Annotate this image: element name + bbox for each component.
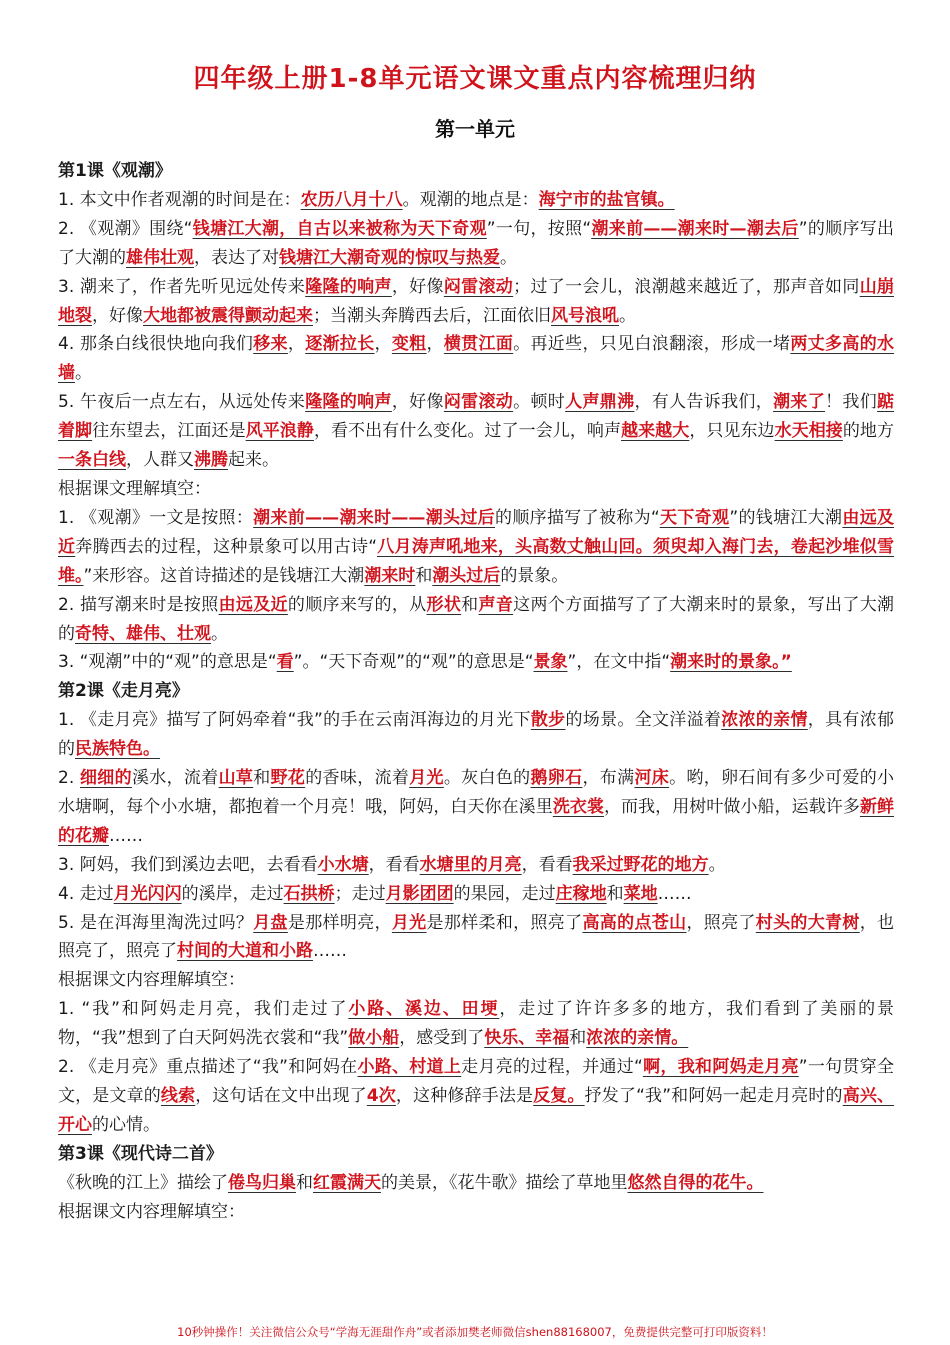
text-run: ，看看 [368,854,420,875]
highlighted-answer: 小路、溪边、田埂 [348,999,500,1020]
text-paragraph [58,880,894,909]
text-paragraph [58,995,894,1053]
text-run: 1. 本文中作者观潮的时间是在： [58,189,301,210]
highlighted-answer: 月光闪闪 [113,883,182,904]
text-run: 起来。 [228,450,279,471]
highlighted-answer: 菜地 [623,883,658,904]
text-run: ，有人告诉我们， [634,392,774,413]
text-run: 抒发了“我”和阿妈一起走月亮时的 [584,1086,843,1106]
text-run: ”的顺序写出了大潮的 [58,218,894,268]
highlighted-answer: 隆隆的响声 [305,276,392,297]
highlighted-answer: 鹅卵石 [530,768,583,789]
text-run: ”一句贯穿全文，是文章的 [58,1057,895,1106]
document-body [58,157,894,1227]
text-run: ”的钱塘江大潮 [729,507,843,528]
text-run: 的溪岸，走过 [181,883,284,904]
text-paragraph [58,764,894,851]
text-run: ，布满 [582,768,635,789]
highlighted-answer: 啊，我和阿妈走月亮 [642,1057,799,1078]
highlighted-answer: 我采过野花的地方 [572,854,709,875]
highlighted-answer: 雄伟壮观 [126,247,194,268]
text-run: 。哟，卵石间有多少可爱的小水塘啊，每个小水塘，都抱着一个月亮！哦，阿妈，白天你在溪里 [58,768,895,817]
highlighted-answer: 由远及近 [218,594,288,615]
highlighted-answer: 声音 [478,594,514,615]
text-run: 的香味，流着 [305,768,410,789]
text-run: ”，在文中指“ [567,652,671,673]
highlighted-answer: 小路、村道上 [357,1057,462,1078]
text-run: …… [313,941,347,962]
highlighted-answer: 横贯江面 [443,334,514,355]
text-run: ，感受到了 [399,1028,485,1049]
highlighted-answer: 踮着脚 [58,392,895,442]
highlighted-answer: 风号浪吼 [551,305,619,326]
text-run: 第2课《走月亮》 [58,681,189,702]
text-paragraph [58,330,894,388]
text-run: 根据课文内容理解填空： [58,1201,245,1222]
highlighted-answer: 高兴、开心 [58,1086,895,1135]
highlighted-answer: 月影团团 [385,883,454,904]
highlighted-answer: 大地都被震得颤动起来 [143,305,313,326]
text-run: 1. 《观潮》一文是按照： [58,507,254,528]
text-run: 2. 描写潮来时是按照 [58,594,219,615]
highlighted-answer: 浓浓的亲情 [721,710,808,731]
text-run: 1. 《走月亮》描写了阿妈牵着“我”的手在云南洱海边的月光下 [58,710,531,731]
text-run: 是那样明亮， [287,912,392,933]
text-run: ；过了一会儿，浪潮越来越近了，那声音如同 [513,276,860,297]
text-run: ；走过 [334,883,386,904]
text-run: 溪水，流着 [131,768,219,789]
highlighted-answer: 潮来时 [364,565,416,586]
highlighted-answer: 4次 [366,1086,396,1106]
text-run: ，走过了许许多多的地方，我们看到了美丽的景物，“我”想到了白天阿妈洗衣裳和“我” [58,999,894,1049]
highlighted-answer: 闷雷滚动 [443,392,514,413]
text-run: ，具有浓郁的 [58,710,895,760]
text-paragraph [58,186,894,215]
highlighted-answer: 月盘 [253,912,288,933]
text-run: 和 [569,1028,587,1049]
highlighted-answer: 快乐、幸福 [484,1028,570,1049]
text-paragraph [58,273,894,331]
text-run: ，也照亮了，照亮了 [58,912,895,962]
highlighted-answer: 潮头过后 [432,565,501,586]
text-paragraph [58,591,894,649]
text-paragraph [58,909,894,967]
highlighted-answer: 潮来时的景象。” [670,652,792,673]
text-run: 5. 是在洱海里淘洗过吗？ [58,912,254,933]
highlighted-answer: 山草 [218,768,254,789]
text-run: 。观潮的地点是： [402,189,539,210]
unit-heading: 第一单元 [435,117,515,141]
text-run: ，看不出有什么变化。过了一会儿，响声 [313,421,622,442]
text-run: …… [657,883,692,904]
highlighted-answer: 村头的大青树 [755,912,860,933]
highlighted-answer: 做小船 [348,1028,400,1049]
highlighted-answer: 逐渐拉长 [305,334,375,355]
text-paragraph [58,388,894,475]
highlighted-answer: 由远及近 [58,507,895,557]
text-run: 第3课《现代诗二首》 [58,1143,223,1164]
highlighted-answer: 细细的 [79,768,132,789]
highlighted-answer: 新鲜的花瓣 [58,796,894,846]
text-run: ！我们 [825,392,878,413]
text-run: ，而我，用树叶做小船，运载许多 [604,796,860,817]
text-run: 的美景，《花牛歌》描绘了草地里 [381,1172,628,1193]
text-run: 是那样柔和，照亮了 [426,912,583,933]
text-run: 4. 那条白线很快地向我们 [58,334,254,355]
highlighted-answer: 石拱桥 [283,883,335,904]
text-run: 的地方 [842,421,894,442]
highlighted-answer: 反复。 [533,1086,585,1106]
highlighted-answer: 水塘里的月亮 [419,854,522,875]
text-run: 的景象。 [500,565,569,586]
text-run: 的果园，走过 [453,883,556,904]
text-run: ，好像 [391,392,444,413]
text-run: ， [374,334,392,355]
highlighted-answer: 奇特、雄伟、壮观 [75,623,211,644]
highlighted-answer: 潮来了 [773,392,826,413]
text-run: 和 [606,883,624,904]
text-run: ”一句，按照“ [486,218,592,239]
highlighted-answer: 农历八月十八 [300,189,403,210]
lesson-heading [58,1140,894,1169]
text-run: 。灰白色的 [443,768,531,789]
highlighted-answer: 潮来前——潮来时——潮头过后 [253,507,496,528]
text-paragraph [58,1198,894,1227]
highlighted-answer: 潮来前——潮来时—潮去后 [591,218,799,239]
highlighted-answer: 闷雷滚动 [443,276,514,297]
highlighted-answer: 河床 [634,768,670,789]
highlighted-answer: 钱塘江大潮奇观的惊叹与热爱 [279,247,500,268]
text-run: 的场景。全文洋溢着 [565,710,722,731]
text-run: 2. 《走月亮》重点描述了“我”和阿妈在 [58,1057,358,1078]
highlighted-answer: 月光 [409,768,444,789]
highlighted-answer: 小水塘 [317,854,369,875]
text-run: 2. [58,768,80,789]
highlighted-answer: 隆隆的响声 [305,392,392,413]
document-title: 四年级上册1-8单元语文课文重点内容梳理归纳 [193,64,757,94]
lesson-heading [58,157,894,186]
text-run: ；当潮头奔腾西去后，江面依旧 [313,305,551,326]
highlighted-answer: 洗衣裳 [552,796,604,817]
highlighted-answer: 悠然自得的花牛。 [627,1172,764,1193]
highlighted-answer: 天下奇观 [659,507,730,528]
highlighted-answer: 山崩地裂 [58,276,895,326]
text-run: 根据课文内容理解填空： [58,970,245,991]
text-paragraph [58,1053,894,1140]
text-paragraph [58,851,894,880]
highlighted-answer: 沸腾 [194,450,228,471]
highlighted-answer: 高高的点苍山 [582,912,687,933]
text-run: ，好像 [391,276,444,297]
text-run: 和 [415,565,433,586]
text-run: ，表达了对 [194,247,279,268]
text-run: ，照亮了 [686,912,756,933]
text-paragraph [58,966,894,995]
highlighted-answer: 八月涛声吼地来，头高数丈触山回。须臾却入海门去，卷起沙堆似雪堆。 [58,536,895,586]
text-run: …… [109,825,143,846]
highlighted-answer: 野花 [270,768,306,789]
text-run: 的顺序描写了被称为“ [495,507,660,528]
text-paragraph [58,504,894,591]
text-run: 。顿时 [513,392,566,413]
text-run: ，人群又 [126,450,194,471]
highlighted-answer: 线索 [160,1086,196,1106]
text-run: 4. 走过 [58,883,114,904]
highlighted-answer: 倦鸟归巢 [228,1172,296,1193]
text-run: ，这句话在文中出现了 [195,1086,367,1106]
text-run: 。 [500,247,517,268]
text-run: ”。“天下奇观”的“观”的意思是“ [293,652,534,673]
text-run: 和 [461,594,479,615]
highlighted-answer: 庄稼地 [555,883,607,904]
text-run: 。 [211,623,228,644]
text-run: ，只见东边 [689,421,775,442]
text-paragraph [58,475,894,504]
text-run: ，看看 [521,854,573,875]
highlighted-answer: 红霞满天 [313,1172,381,1193]
text-paragraph [58,648,894,677]
text-run: ， [287,334,306,355]
highlighted-answer: 形状 [426,594,462,615]
highlighted-answer: 散步 [530,710,566,731]
text-run: 。再近些，只见白浪翻滚，形成一堵 [513,334,791,355]
highlighted-answer: 村间的大道和小路 [177,941,313,962]
highlighted-answer: 两丈多高的水墙 [58,334,895,384]
highlighted-answer: 一条白线 [58,450,126,471]
text-run: 的顺序来写的，从 [287,594,427,615]
text-run: 往东望去，江面还是 [92,421,246,442]
text-run: 3. 潮来了，作者先听见远处传来 [58,276,306,297]
text-run: ，这种修辞手法是 [395,1086,534,1106]
text-run: 3. “观潮”中的“观”的意思是“ [58,652,277,673]
lesson-heading [58,677,894,706]
text-run: 根据课文理解填空： [58,478,211,499]
highlighted-answer: 看 [276,652,294,673]
text-run: 这两个方面描写了了大潮来时的景象，写出了大潮的 [58,594,895,644]
highlighted-answer: 景象 [533,652,568,673]
highlighted-answer: 变粗 [391,334,427,355]
text-run: 3. 阿妈，我们到溪边去吧，去看看 [58,854,318,875]
text-run: 。 [619,305,636,326]
text-run: 和 [253,768,271,789]
text-run: 。 [75,363,92,384]
highlighted-answer: 移来 [253,334,288,355]
text-run: 1. “我”和阿妈走月亮，我们走过了 [58,999,349,1020]
text-run: 走月亮的过程，并通过“ [461,1057,643,1078]
text-run: 和 [296,1172,313,1193]
highlighted-answer: 海宁市的盐官镇。 [538,189,675,210]
text-paragraph [58,1169,894,1198]
text-run: 2. 《观潮》围绕“ [58,218,193,239]
highlighted-answer: 人声鼎沸 [565,392,635,413]
highlighted-answer: 水天相接 [774,421,843,442]
text-run: ， [426,334,444,355]
text-paragraph [58,215,894,273]
text-run: ”来形容。这首诗描述的是钱塘江大潮 [83,565,365,586]
highlighted-answer: 风平浪静 [245,421,314,442]
highlighted-answer: 越来越大 [621,421,690,442]
text-run: ，好像 [92,305,143,326]
text-run: 的心情。 [92,1114,160,1135]
text-run: 5. 午夜后一点左右，从远处传来 [58,392,306,413]
text-run: 第1课《观潮》 [58,161,172,181]
highlighted-answer: 钱塘江大潮，自古以来被称为天下奇观 [192,218,487,239]
text-paragraph [58,706,894,764]
highlighted-answer: 浓浓的亲情。 [586,1028,689,1049]
text-run: 。 [708,854,726,875]
highlighted-answer: 月光 [391,912,427,933]
highlighted-answer: 民族特色。 [75,739,160,760]
text-run: 《秋晚的江上》描绘了 [58,1172,228,1193]
footer-note: 10秒钟操作！关注微信公众号“学海无涯甜作舟”或者添加樊老师微信shen88168007，免费提供完整可打印版资料！ [177,1325,773,1339]
text-run: 奔腾西去的过程，这种景象可以用古诗“ [75,536,378,557]
